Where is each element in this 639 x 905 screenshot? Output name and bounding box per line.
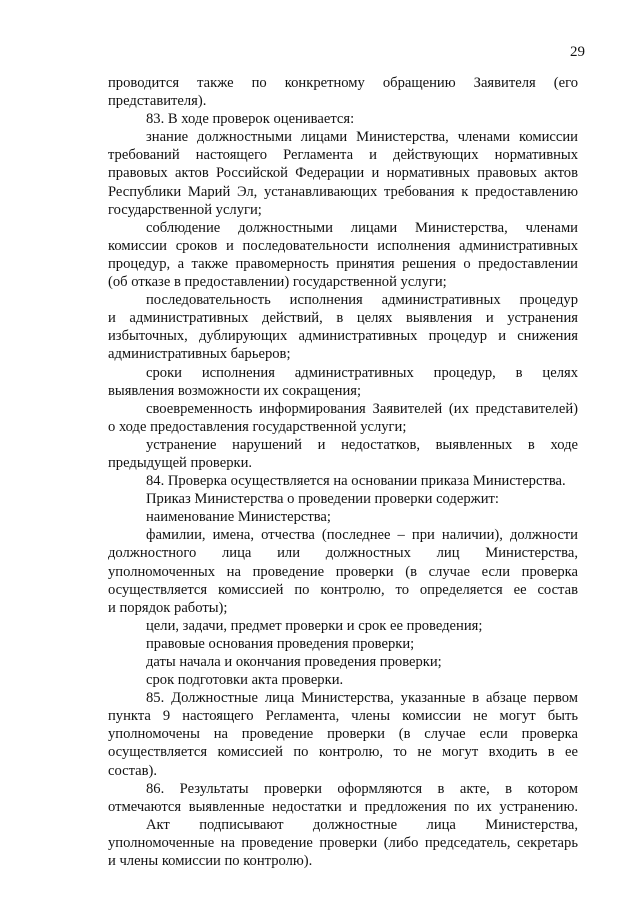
text-line: уполномоченных на проведение проверки (в случае если проверка bbox=[108, 563, 578, 580]
text-line: цели, задачи, предмет проверки и срок ее проведения; bbox=[146, 617, 483, 634]
text-line: государственной услуги; bbox=[108, 201, 262, 218]
text-line: отмечаются выявленные недостатки и предложения по их устранению. bbox=[108, 798, 578, 815]
text-line: уполномоченные на проведение проверки (либо председатель, секретарь bbox=[108, 834, 578, 851]
text-line: сроки исполнения административных процедур, в целях bbox=[146, 364, 578, 381]
text-line: 86. Результаты проверки оформляются в акте, в котором bbox=[146, 780, 578, 797]
text-line: (об отказе в предоставлении) государственной услуги; bbox=[108, 274, 447, 291]
text-line: Республики Марий Эл, устанавливающих требования к предоставлению bbox=[108, 183, 578, 200]
text-line: уполномочены на проведение проверки (в случае если проверка bbox=[108, 726, 578, 743]
text-line: избыточных, дублирующих административных процедур и снижения bbox=[108, 328, 578, 345]
text-line: своевременность информирования Заявителей (их представителей) bbox=[146, 400, 578, 417]
text-line: состав). bbox=[108, 762, 158, 779]
text-line: 84. Проверка осуществляется на основании приказа Министерства. bbox=[146, 473, 566, 490]
text-line: процедур, а также правомерность принятия решения о предоставлении bbox=[108, 255, 578, 272]
text-line: проводится также по конкретному обращению Заявителя (его bbox=[108, 75, 578, 91]
text-line: пункта 9 настоящего Регламента, члены комиссии не могут быть bbox=[108, 708, 578, 725]
text-line: устранение нарушений и недостатков, выявленных в ходе bbox=[146, 436, 578, 453]
text-line: Акт подписывают должностные лица Министерства, bbox=[146, 816, 578, 833]
text-line: осуществляется комиссией по контролю, то определяется ее состав bbox=[108, 581, 578, 598]
text-line: последовательность исполнения административных процедур bbox=[146, 292, 578, 309]
page-body-text bbox=[108, 74, 578, 870]
text-line: Приказ Министерства о проведении проверки содержит: bbox=[146, 491, 499, 508]
text-line: срок подготовки акта проверки. bbox=[146, 672, 344, 689]
text-line: административных барьеров; bbox=[108, 346, 291, 363]
text-line: даты начала и окончания проведения проверки; bbox=[146, 654, 442, 670]
text-line: требований настоящего Регламента и действующих нормативных bbox=[108, 147, 578, 164]
text-line: представителя). bbox=[108, 93, 207, 110]
text-line: соблюдение должностными лицами Министерства, членами bbox=[146, 219, 578, 236]
text-line: предыдущей проверки. bbox=[108, 454, 253, 471]
text-line: выявления возможности их сокращения; bbox=[108, 382, 362, 399]
text-line: комиссии сроков и последовательности исполнения административных bbox=[108, 237, 578, 254]
text-line: правовых актов Российской Федерации и нормативных правовых актов bbox=[108, 165, 578, 182]
text-line: фамилии, имена, отчества (последнее – при наличии), должности bbox=[146, 527, 578, 544]
text-line: 83. В ходе проверок оценивается: bbox=[146, 111, 355, 128]
text-line: осуществляется комиссией по контролю, то не могут входить в ее bbox=[108, 744, 578, 761]
text-line: знание должностными лицами Министерства, членами комиссии bbox=[146, 129, 578, 146]
text-line: и члены комиссии по контролю). bbox=[108, 853, 313, 870]
text-line: и административных действий, в целях выявления и устранения bbox=[108, 310, 578, 327]
text-line: правовые основания проведения проверки; bbox=[146, 635, 415, 652]
text-line: 85. Должностные лица Министерства, указанные в абзаце первом bbox=[146, 690, 578, 707]
text-line: о ходе предоставления государственной услуги; bbox=[108, 418, 407, 435]
text-line: и порядок работы); bbox=[108, 599, 228, 616]
page-number: 29 bbox=[570, 44, 585, 60]
text-line: должностного лица или должностных лиц Министерства, bbox=[108, 545, 578, 562]
text-line: наименование Министерства; bbox=[146, 509, 331, 526]
